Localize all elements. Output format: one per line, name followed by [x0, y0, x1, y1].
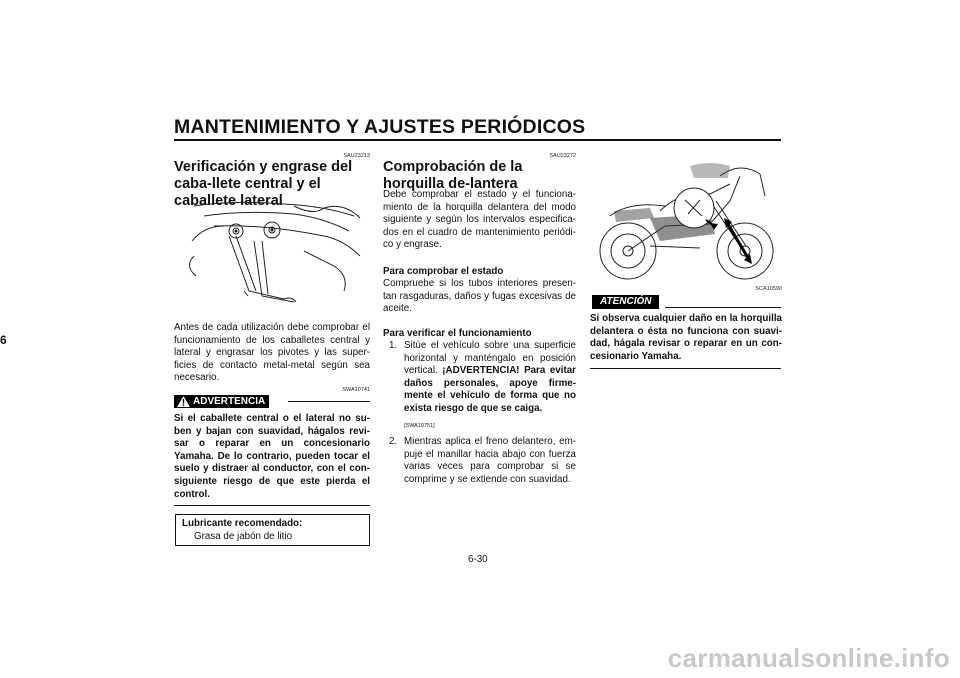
- caution-end-rule: [590, 368, 781, 369]
- warning-end-rule: [174, 505, 370, 506]
- step-1: [383, 340, 576, 432]
- section-code: SAU23213: [343, 153, 370, 159]
- motorcycle-illustration: [590, 156, 782, 286]
- check-condition-heading: Para comprobar el estado: [383, 266, 504, 277]
- caution-text: Si observa cualquier daño en la horquilla delantera o ésta no funciona con suavi-dad, hágala revisar o reparar en un con-cesionario Yamaha.: [590, 313, 782, 362]
- caution-rule: [665, 307, 781, 308]
- check-condition-text: Compruebe si los tubos interiores presen-tan rasgaduras, daños y fugas excesivas de aceite.: [383, 278, 576, 315]
- step-1-number: 1.: [389, 340, 398, 351]
- lubricant-box: [175, 514, 370, 546]
- warning-rule: [288, 401, 370, 402]
- step-2: [383, 436, 576, 486]
- stand-illustration: [174, 196, 370, 312]
- stand-instructions: Antes de cada utilización debe comprobar el funcionamiento de los caballetes central y lateral y engrasar los pivotes y las super-ficies de contacto metal-metal según sea necesario.: [174, 322, 370, 384]
- header-rule: [174, 139, 781, 141]
- caution-code: SCA10590: [755, 286, 782, 292]
- section-code-fork: SAU23272: [549, 153, 576, 159]
- warning-triangle-icon: [177, 396, 190, 407]
- step-2-text: Mientras aplica el freno delantero, em-puje el manillar hacia abajo con fuerza varias veces para comprobar si se comprime y se extiende con suavidad.: [404, 436, 576, 485]
- step-2-number: 2.: [389, 436, 398, 448]
- warning-text: Si el caballete central o el lateral no su-ben y bajan con suavidad, hágalos revi-sar o reparar en un concesionario Yamaha. De lo contrario, pueden tocar el suelo y distraer al conductor, con el con-siguiente riesgo de que este pierda el control.: [174, 413, 370, 500]
- check-operation-heading: Para verificar el funcionamiento: [383, 328, 532, 339]
- section-heading-fork: Comprobación de la horquilla de-lantera: [383, 159, 523, 192]
- warning-label: ADVERTENCIA: [193, 396, 266, 407]
- step-1-text: Sitúe el vehículo sobre una superficie horizontal y manténgalo en posición vertical.: [404, 340, 576, 377]
- page-number: 6-30: [468, 554, 488, 565]
- chapter-tab: 6: [0, 333, 12, 349]
- watermark: carmanualsonline.info: [667, 643, 950, 673]
- step-1-code: [SWA10751]: [404, 422, 435, 429]
- warning-code: SWA10741: [342, 387, 370, 393]
- warning-badge: [174, 395, 269, 408]
- section-heading-stand: Verificación y engrase del caba-llete central y el caballete lateral: [174, 159, 353, 209]
- lubricant-value: Grasa de jabón de litio: [194, 530, 293, 542]
- step-1-warning: ¡ADVERTENCIA! Para evitar daños personales, apoye firme-mente el vehículo de forma que no exista riesgo de que se caiga.: [404, 365, 576, 414]
- caution-badge: ATENCIÓN: [592, 295, 659, 309]
- page-title: MANTENIMIENTO Y AJUSTES PERIÓDICOS: [174, 116, 586, 138]
- operation-steps: [383, 340, 576, 487]
- lubricant-title: Lubricante recomendado:: [182, 518, 303, 529]
- fork-intro: Debe comprobar el estado y el funciona-miento de la horquilla delantera del modo siguiente y según los intervalos especifica-dos en el cuadro de mantenimiento periódi-co y engrase.: [383, 189, 576, 251]
